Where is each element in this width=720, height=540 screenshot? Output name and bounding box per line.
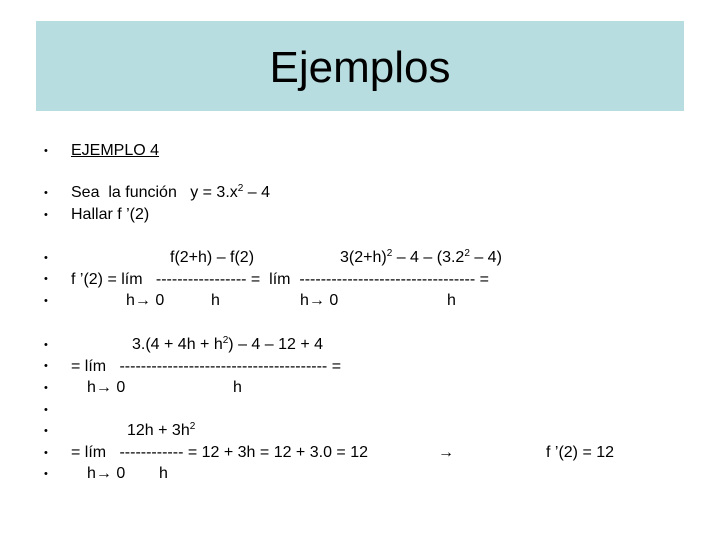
arrow-icon: →: [134, 292, 151, 309]
function-statement: Sea la función $y = 3.x^2 - 4$: [71, 183, 271, 201]
bullet: •: [44, 425, 48, 437]
denominator-2: h: [447, 292, 456, 309]
limit-subscript-3: h→ 0: [87, 379, 126, 396]
limit-subscript-1: h→ 0: [126, 292, 165, 309]
bullet: •: [44, 295, 48, 307]
bullet: •: [44, 145, 48, 157]
bullet: •: [44, 404, 48, 416]
example-heading: EJEMPLO 4: [71, 142, 160, 159]
limit-subscript-4: h→ 0: [87, 465, 126, 482]
bullet: •: [44, 382, 48, 394]
denominator-1: h: [211, 292, 220, 309]
title-band: [36, 21, 684, 111]
denominator-4: h: [159, 465, 168, 482]
bullet: •: [44, 447, 48, 459]
arrow-icon: →: [95, 465, 112, 482]
bullet: •: [44, 252, 48, 264]
bullet: •: [44, 273, 48, 285]
numerator-2: $3(2+h)^2 - 4 - (3.2^2 - 4)$: [340, 248, 502, 266]
numerator-3: $3.(4 + 4h + h^2) - 4 - 12 + 4$: [132, 335, 324, 353]
limit-step-3: = lím ------------ = 12 + 3h = 12 + 3.0 = 12: [71, 444, 368, 461]
final-result: f ’(2) = 12: [546, 444, 615, 461]
derivative-definition: f ’(2) = lím ----------------- = lím --------------------------------- =: [71, 271, 489, 288]
limit-step-2: = lím --------------------------------------- =: [71, 358, 342, 375]
denominator-3: h: [233, 379, 242, 396]
arrow-icon: →: [438, 444, 454, 461]
bullet: •: [44, 209, 48, 221]
bullet: •: [44, 187, 48, 199]
numerator-1: f(2+h) – f(2): [170, 249, 255, 266]
limit-subscript-2: h→ 0: [300, 292, 339, 309]
page-title: Ejemplos: [269, 43, 451, 92]
bullet: •: [44, 468, 48, 480]
arrow-icon: →: [95, 379, 112, 396]
task-statement: Hallar f ’(2): [71, 206, 150, 223]
bullet: •: [44, 339, 48, 351]
numerator-4: $12h + 3h^2$: [127, 421, 196, 439]
arrow-icon: →: [308, 292, 325, 309]
bullet: •: [44, 360, 48, 372]
